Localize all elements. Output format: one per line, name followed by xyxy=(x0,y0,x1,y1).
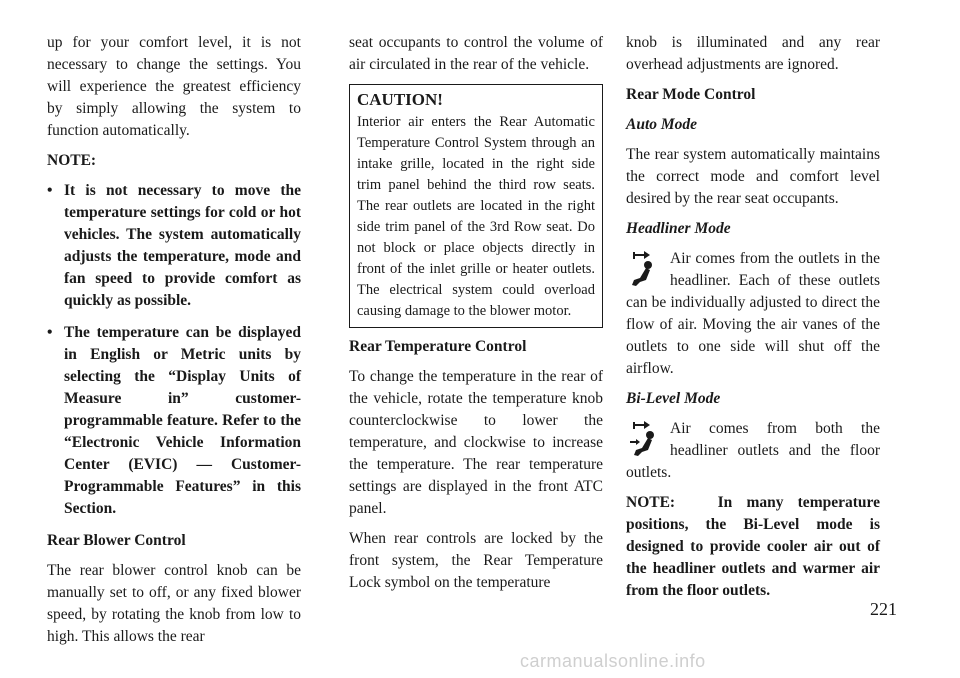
note-bullet-list xyxy=(47,180,301,520)
bi-level-mode-icon xyxy=(626,420,662,458)
page-number: 221 xyxy=(870,599,897,619)
column-1 xyxy=(47,32,301,656)
heading-rear-blower: Rear Blower Control xyxy=(47,532,186,549)
heading-rear-mode: Rear Mode Control xyxy=(626,86,756,103)
headliner-mode-icon xyxy=(626,250,662,288)
auto-mode-text: The rear system automatically maintains the correct mode and comfort level desired by the rear seat occupants. xyxy=(626,146,880,207)
caution-text: Interior air enters the Rear Automatic Temperature Control System through an intake grille, located in the right side trim panel behind the third row seats. The rear outlets are located in the right side trim panel of the 3rd Row seat. Do not block or place objects directly in front of the inlet grille or heater outlets. The electrical system could overload causing damage to the blower motor. xyxy=(357,114,595,319)
auto-mode-title: Auto Mode xyxy=(626,116,698,133)
note-bullet-1: • It is not necessary to move the temperature settings for cold or hot vehicles. The system automatically adjusts the temperature, mode and fan speed to provide comfort as quickly as possible. xyxy=(47,180,301,312)
bi-level-mode-title: Bi-Level Mode xyxy=(626,390,721,407)
caution-box xyxy=(349,84,603,328)
bi-level-mode-paragraph xyxy=(626,418,880,484)
headliner-mode-paragraph xyxy=(626,248,880,380)
watermark: carmanualsonline.info xyxy=(520,651,706,671)
note-bi-level: NOTE: In many temperature positions, the Bi-Level mode is designed to provide cooler air out of the headliner outlets and warmer air from the floor outlets. xyxy=(626,494,884,599)
paragraph-rear-blower: The rear blower control knob can be manually set to off, or any fixed blower speed, by rotating the knob from low to high. This allows the rear xyxy=(47,562,301,645)
headliner-mode-text: Air comes from the outlets in the headliner. Each of these outlets can be individually adjusted to direct the flow of air. Moving the air vanes of the outlets to one side will shut off the airflow. xyxy=(626,250,880,377)
paragraph-comfort: up for your comfort level, it is not necessary to change the settings. You will experience the greatest efficiency by simply allowing the system to function automatically. xyxy=(47,34,301,139)
note-bullet-2: • The temperature can be displayed in English or Metric units by selecting the “Display Units of Measure in” customer-programmable feature. Refer to the “Electronic Vehicle Information Center (EVIC) — Customer-Programmable Features” in this Section. xyxy=(47,322,301,520)
heading-rear-temperature: Rear Temperature Control xyxy=(349,338,527,355)
headliner-mode-title: Headliner Mode xyxy=(626,220,731,237)
paragraph-temperature-lock: When rear controls are locked by the front system, the Rear Temperature Lock symbol on the temperature xyxy=(349,530,603,591)
paragraph-lock-continued: knob is illuminated and any rear overhead adjustments are ignored. xyxy=(626,34,880,73)
caution-title: CAUTION! xyxy=(357,90,443,109)
column-2 xyxy=(349,32,603,602)
paragraph-rear-temperature: To change the temperature in the rear of the vehicle, rotate the temperature knob counterclockwise to lower the temperature, and clockwise to increase the temperature. The rear temperature settings are displayed in the front ATC panel. xyxy=(349,368,603,517)
bi-level-mode-text: Air comes from both the headliner outlets and the floor outlets. xyxy=(626,420,880,481)
note-label: NOTE: xyxy=(47,152,97,169)
column-3 xyxy=(626,32,884,610)
paragraph-blower-continued: seat occupants to control the volume of air circulated in the rear of the vehicle. xyxy=(349,34,603,73)
